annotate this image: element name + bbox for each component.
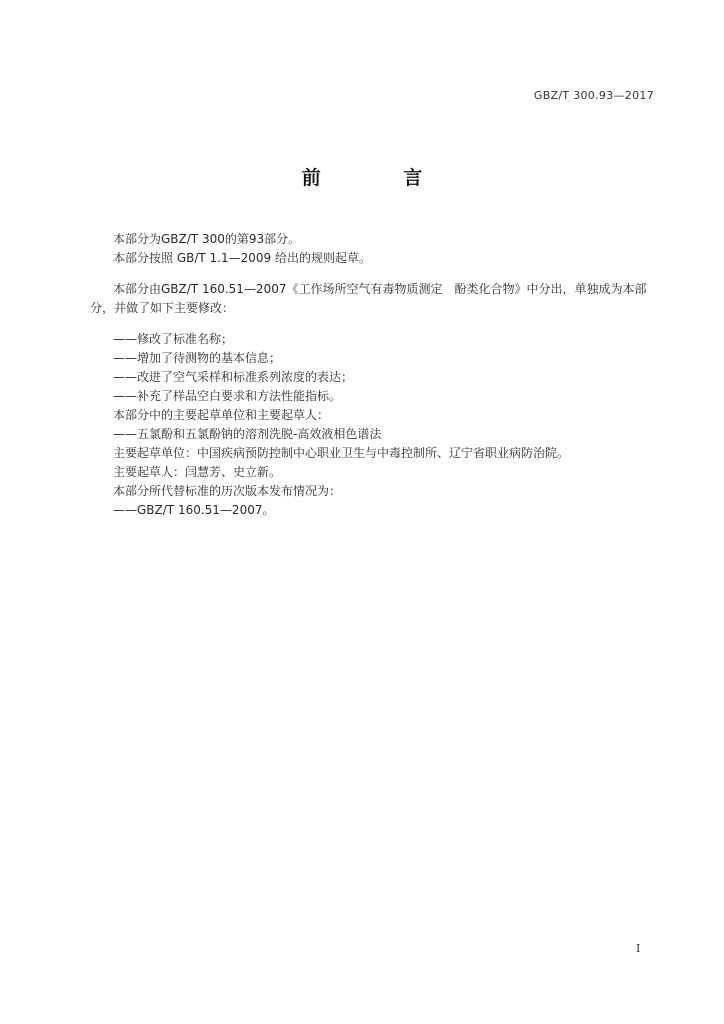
change-item: ——补充了样品空白要求和方法性能指标。: [113, 389, 342, 403]
change-item: ——增加了待测物的基本信息；: [113, 351, 282, 365]
page-title: 前 言: [301, 167, 461, 189]
drafting-method: ——五氯酚和五氯酚钠的溶剂洗脱-高效液相色谱法: [113, 427, 382, 441]
history-item: ——GBZ/T 160.51—2007。: [113, 503, 275, 517]
change-item: ——改进了空气采样和标准系列浓度的表达；: [113, 370, 354, 384]
drafting-people: 主要起草人：闫慧芳、史立新。: [113, 465, 282, 479]
paragraph-origin: 本部分由GBZ/T 160.51—2007《工作场所空气有毒物质测定 酚类化合物》中分出，单独成为本部分，并做了如下主要修改：: [90, 282, 647, 315]
paragraph-drafting-rules: 本部分按照 GB/T 1.1—2009 给出的规则起草。: [113, 251, 371, 265]
page-number: I: [636, 942, 641, 955]
history-intro: 本部分所代替标准的历次版本发布情况为：: [113, 484, 342, 498]
drafting-intro: 本部分中的主要起草单位和主要起草人：: [113, 408, 330, 422]
foreword-body: [90, 230, 658, 520]
paragraph-part-number: 本部分为GBZ/T 300的第93部分。: [113, 232, 301, 246]
drafting-units: 主要起草单位：中国疾病预防控制中心职业卫生与中毒控制所、辽宁省职业病防治院。: [113, 446, 570, 460]
standard-code: GBZ/T 300.93—2017: [533, 89, 654, 102]
change-item: ——修改了标准名称；: [113, 332, 234, 346]
